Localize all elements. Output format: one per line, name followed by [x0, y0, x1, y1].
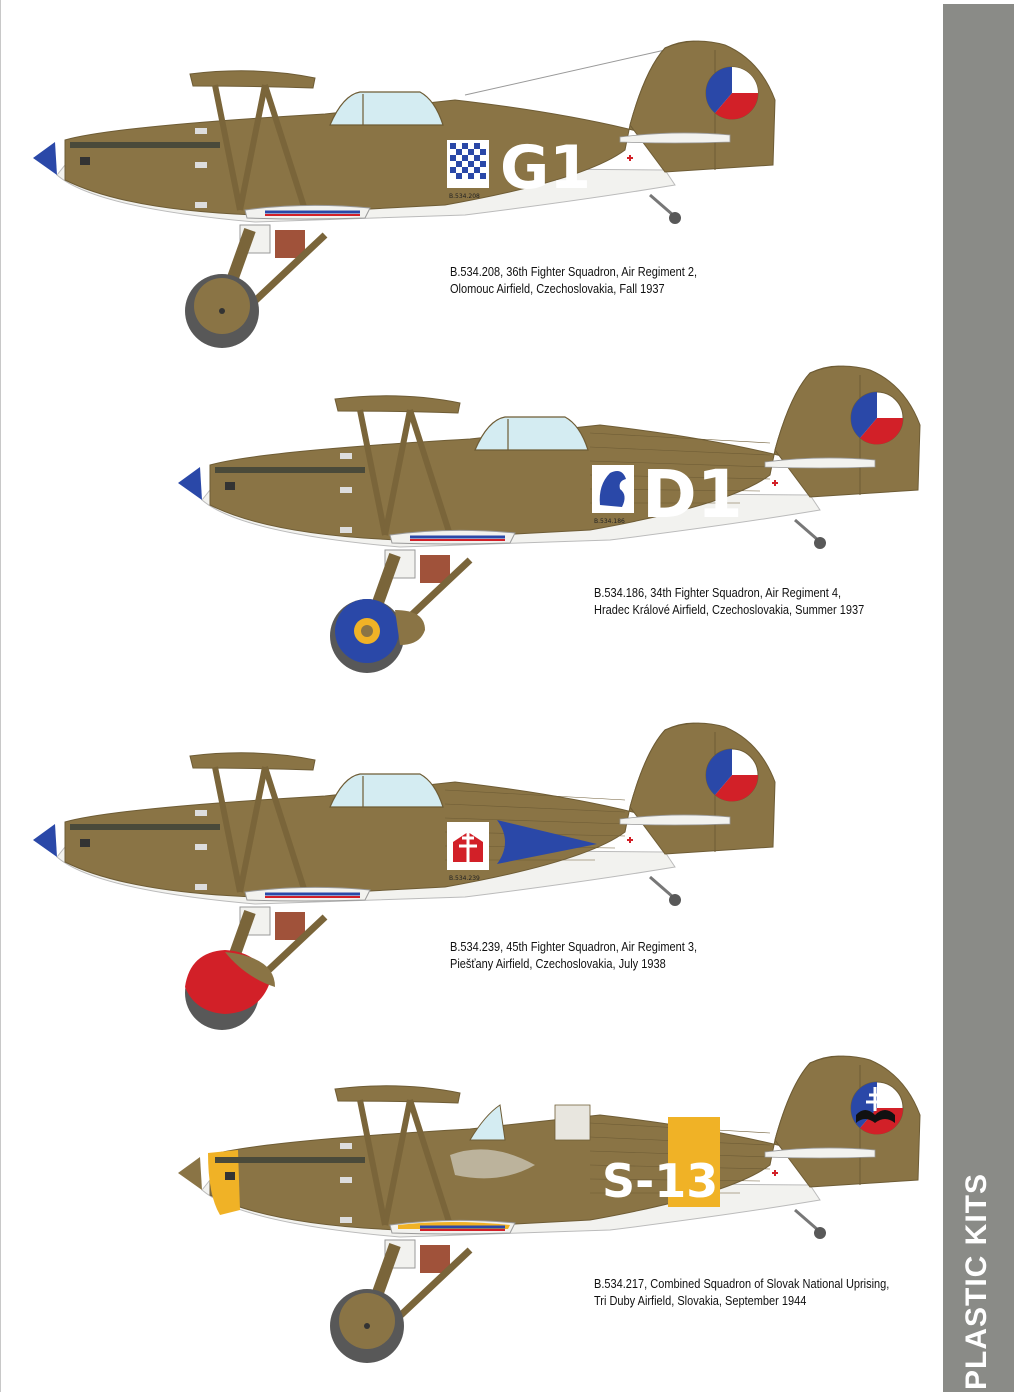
caption-4: B.534.217, Combined Squadron of Slovak National Uprising, Tri Duby Airfield, Slovakia, September 1944 — [594, 1277, 890, 1308]
caption-1: B.534.208, 36th Fighter Squadron, Air Regiment 2, Olomouc Airfield, Czechoslovakia, Fall 1937 — [450, 265, 698, 296]
caption-3: B.534.239, 45th Fighter Squadron, Air Regiment 3, Piešťany Airfield, Czechoslovakia, July 1938 — [450, 940, 698, 971]
serial-label-1: B.534.208 — [449, 193, 480, 200]
aircraft-profile-3 — [25, 712, 785, 1042]
code-label-2: D1 — [642, 456, 743, 533]
serial-label-3: B.534.239 — [449, 875, 480, 882]
caption-2: B.534.186, 34th Fighter Squadron, Air Regiment 4, Hradec Králové Airfield, Czechoslovakia, Summer 1937 — [594, 586, 865, 617]
serial-label-2: B.534.186 — [594, 518, 625, 525]
code-label-4: S-13 — [602, 1154, 719, 1208]
aircraft-profile-1 — [25, 30, 785, 360]
sidebar-label: PLASTIC KITS — [960, 1172, 993, 1390]
aircraft-profile-4 — [170, 1045, 930, 1385]
aircraft-profile-2 — [170, 355, 930, 685]
code-label-1: G1 — [500, 133, 591, 203]
